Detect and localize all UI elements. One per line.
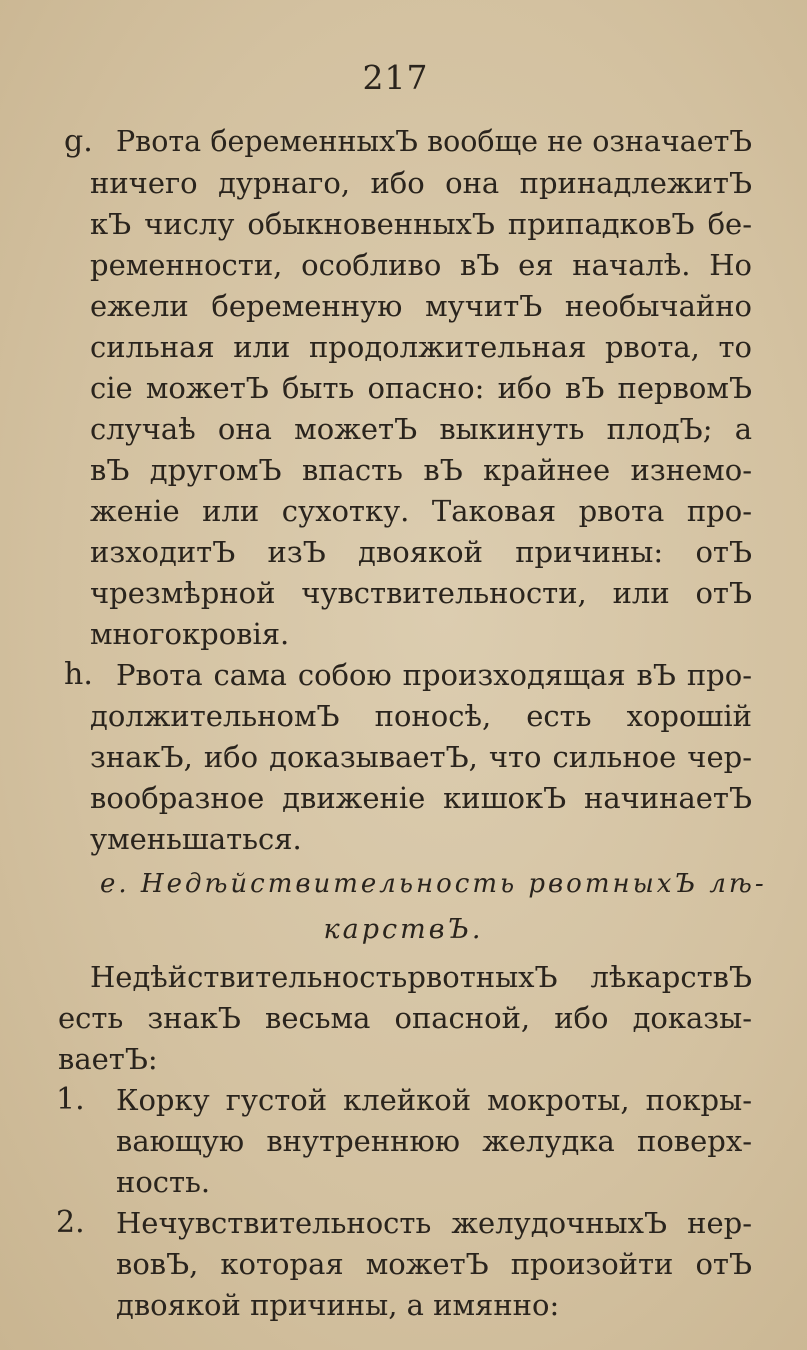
text-line: изходитЪ изЪ двоякой причины: отЪ [90,535,752,569]
text-line: знакЪ, ибо доказываетЪ, что сильное чер- [90,740,752,774]
text-line: ваетЪ: [58,1042,158,1076]
text-line: многокровія. [90,617,290,651]
text-line: Рвота сама собою произходящая вЪ про- [116,658,752,692]
text-line: чрезмѣрной чувствительности, или отЪ [90,576,752,610]
text-line: ежели беременную мучитЪ необычайно [90,289,752,323]
section-heading-continued: карствЪ. [323,914,484,945]
text-line: вовЪ, которая можетЪ произойти отЪ [116,1247,752,1281]
text-line: уменьшаться. [90,822,302,856]
text-line: ременности, особливо вЪ ея началѣ. Но [90,248,752,282]
text-line: кЪ числу обыкновенныхЪ припадковЪ бе- [90,207,752,241]
text-line: Нечувствительность желудочныхЪ нер- [116,1206,752,1240]
list-marker: 2. [56,1205,85,1240]
text-line: сіе можетЪ быть опасно: ибо вЪ первомЪ [90,371,752,405]
text-line: НедѣйствительностьрвотныхЪ лѣкарствЪ [90,960,752,994]
list-marker: g. [64,124,93,159]
section-heading: e. Недѣйствительность рвотныхЪ лѣ- [100,869,767,899]
text-line: вЪ другомЪ впасть вЪ крайнее изнемо- [90,453,752,487]
text-line: должительномЪ поносѣ, есть хорошій [90,699,752,733]
text-line: Рвота беременныхЪ вообще не означаетЪ [116,125,752,158]
page-number: 217 [362,58,429,97]
text-line: женіе или сухотку. Таковая рвота про- [90,494,752,528]
list-marker: 1. [56,1082,85,1117]
text-line: вающую внутреннюю желудка поверх- [116,1124,752,1158]
text-line: ничего дурнаго, ибо она принадлежитЪ [90,166,752,200]
text-line: сильная или продолжительная рвота, то [90,330,752,364]
text-line: ность. [116,1165,211,1199]
list-marker: h. [64,657,93,692]
text-line: двоякой причины, а имянно: [116,1288,560,1322]
text-line: случаѣ она можетЪ выкинуть плодЪ; а [90,412,752,446]
text-line: вообразное движеніе кишокЪ начинаетЪ [90,781,752,815]
text-line: есть знакЪ весьма опасной, ибо доказы- [58,1001,752,1035]
text-line: Корку густой клейкой мокроты, покры- [116,1083,752,1117]
